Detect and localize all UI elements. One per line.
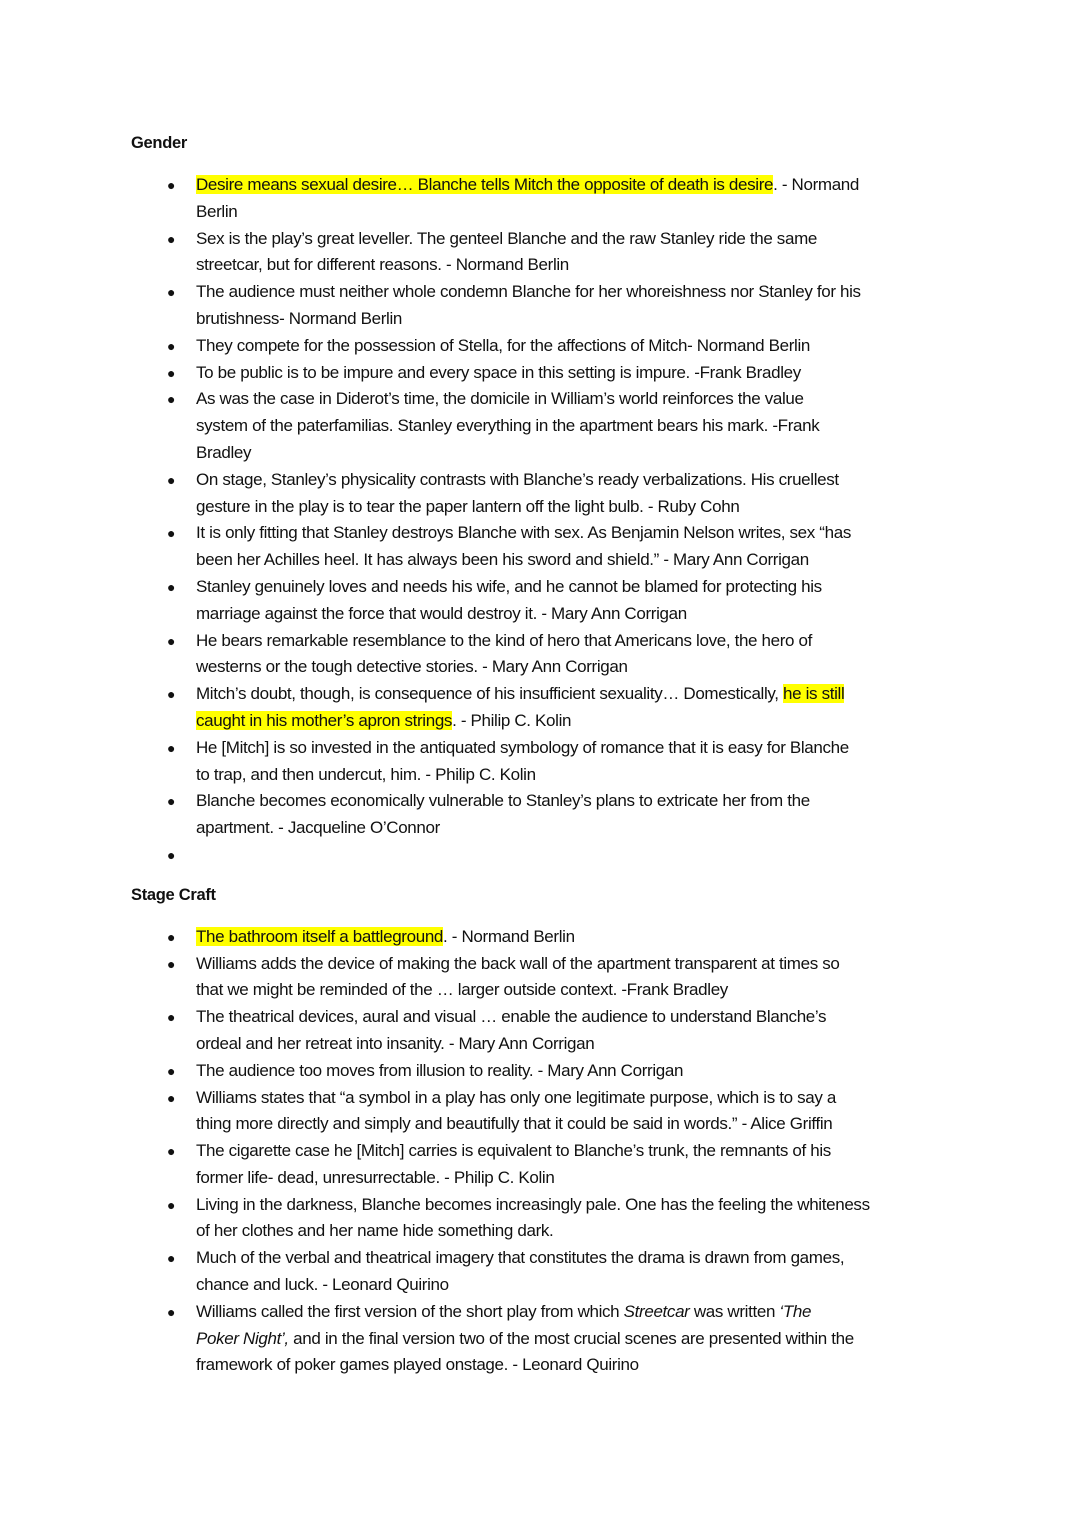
text-segment: that we might be reminded of the … larger outside context. -Frank Bradley xyxy=(196,980,728,1000)
text-line xyxy=(196,360,1080,387)
text-segment: On stage, Stanley’s physicality contrasts with Blanche’s ready verbalizations. His cruellest xyxy=(196,469,839,489)
text-segment: thing more directly and simply and beautifully that it could be said in words.” - Alice Griffin xyxy=(196,1114,833,1134)
text-line xyxy=(196,306,1080,333)
text-segment: former life- dead, unresurrectable. - Philip C. Kolin xyxy=(196,1167,555,1187)
text-segment: Sex is the play’s great leveller. The genteel Blanche and the raw Stanley ride the same xyxy=(196,228,817,248)
text-line xyxy=(196,788,1080,815)
text-segment: . - Philip C. Kolin xyxy=(452,710,572,730)
text-segment: to trap, and then undercut, him. - Philip C. Kolin xyxy=(196,764,536,784)
highlighted-text: The bathroom itself a battleground xyxy=(196,926,444,946)
section-heading: Stage Craft xyxy=(131,885,216,904)
text-line xyxy=(196,1058,1080,1085)
list-item xyxy=(0,924,1080,951)
text-line xyxy=(196,440,1080,467)
text-line xyxy=(196,1272,1080,1299)
bullet-icon: ● xyxy=(167,1143,176,1160)
bullet-icon: ● xyxy=(167,1303,176,1320)
text-line xyxy=(196,413,1080,440)
text-line xyxy=(196,924,1080,951)
text-line xyxy=(196,252,1080,279)
text-segment: and in the final version two of the most crucial scenes are presented within the xyxy=(288,1328,854,1348)
text-line xyxy=(196,279,1080,306)
text-segment: brutishness- Normand Berlin xyxy=(196,308,402,328)
list-item xyxy=(0,172,1080,226)
text-line xyxy=(196,1245,1080,1272)
text-segment: They compete for the possession of Stella, for the affections of Mitch- Normand Berlin xyxy=(196,335,811,355)
text-line xyxy=(196,1085,1080,1112)
bullet-icon: ● xyxy=(167,846,176,863)
text-line xyxy=(196,333,1080,360)
bullet-icon: ● xyxy=(167,284,176,301)
bullet-icon: ● xyxy=(167,955,176,972)
list-item xyxy=(0,1138,1080,1192)
bullet-icon: ● xyxy=(167,364,176,381)
text-segment: Poker Night’, xyxy=(196,1328,289,1348)
text-segment: framework of poker games played onstage. - Leonard Quirino xyxy=(196,1355,639,1375)
text-line xyxy=(196,654,1080,681)
bullet-icon: ● xyxy=(167,1062,176,1079)
bullet-icon: ● xyxy=(167,632,176,649)
bullet-icon: ● xyxy=(167,739,176,756)
bullet-icon: ● xyxy=(167,686,176,703)
text-segment: Streetcar xyxy=(623,1301,690,1321)
list-item xyxy=(0,279,1080,333)
text-line xyxy=(196,708,1080,735)
text-line xyxy=(196,1352,1080,1379)
text-line xyxy=(196,386,1080,413)
list-item xyxy=(0,951,1080,1005)
list-item xyxy=(0,1245,1080,1299)
text-line xyxy=(196,547,1080,574)
text-segment: Living in the darkness, Blanche becomes increasingly pale. One has the feeling the whiteness xyxy=(196,1194,870,1214)
text-line xyxy=(196,520,1080,547)
text-segment: gesture in the play is to tear the paper lantern off the light bulb. - Ruby Cohn xyxy=(196,496,740,516)
text-segment: westerns or the tough detective stories. - Mary Ann Corrigan xyxy=(196,657,628,677)
list-item xyxy=(0,1192,1080,1246)
list-item xyxy=(0,386,1080,466)
bullet-icon: ● xyxy=(167,928,176,945)
text-segment: Mitch’s doubt, though, is consequence of his insufficient sexuality… Domestically, xyxy=(196,684,784,704)
highlighted-text: he is still xyxy=(783,684,845,704)
list-item xyxy=(0,467,1080,521)
text-segment: chance and luck. - Leonard Quirino xyxy=(196,1275,449,1295)
section-heading: Gender xyxy=(131,134,187,152)
section-gender xyxy=(0,130,1080,869)
text-line xyxy=(196,628,1080,655)
list-item xyxy=(0,520,1080,574)
text-segment: It is only fitting that Stanley destroys Blanche with sex. As Benjamin Nelson writes, sex “has xyxy=(196,523,851,543)
text-line xyxy=(196,1004,1080,1031)
text-segment: streetcar, but for different reasons. - Normand Berlin xyxy=(196,255,569,275)
text-line xyxy=(196,815,1080,842)
text-line xyxy=(196,1299,1080,1326)
bullet-icon: ● xyxy=(167,1250,176,1267)
list-item xyxy=(0,628,1080,682)
text-segment: was written xyxy=(689,1301,780,1321)
text-line xyxy=(196,226,1080,253)
text-line xyxy=(196,574,1080,601)
bullet-icon: ● xyxy=(167,1009,176,1026)
list-item xyxy=(0,788,1080,842)
text-segment: The cigarette case he [Mitch] carries is equivalent to Blanche’s trunk, the remnants of his xyxy=(196,1141,831,1161)
text-segment: The theatrical devices, aural and visual … enable the audience to understand Blanche’s xyxy=(196,1007,827,1027)
list-item xyxy=(0,226,1080,280)
highlighted-text: Desire means sexual desire… Blanche tells Mitch the opposite of death is desire xyxy=(196,175,774,194)
text-line xyxy=(196,1138,1080,1165)
text-segment: Williams called the first version of the short play from which xyxy=(196,1301,624,1321)
bullet-icon: ● xyxy=(167,230,176,247)
section-stage-craft xyxy=(0,869,1080,1380)
text-segment: As was the case in Diderot’s time, the domicile in William’s world reinforces the value xyxy=(196,389,804,409)
list-item xyxy=(0,574,1080,628)
bullet-icon: ● xyxy=(167,793,176,810)
text-line xyxy=(196,1326,1080,1353)
text-line xyxy=(196,1111,1080,1138)
text-segment: apartment. - Jacqueline O’Connor xyxy=(196,818,440,838)
list-item xyxy=(0,1058,1080,1085)
text-segment: To be public is to be impure and every space in this setting is impure. -Frank Bradley xyxy=(196,362,801,382)
bullet-icon: ● xyxy=(167,525,176,542)
list-item xyxy=(0,735,1080,789)
text-line xyxy=(196,951,1080,978)
text-segment: been her Achilles heel. It has always been his sword and shield.” - Mary Ann Corrigan xyxy=(196,550,809,570)
list-item xyxy=(0,1085,1080,1139)
text-segment: Berlin xyxy=(196,201,238,221)
text-segment: system of the paterfamilias. Stanley everything in the apartment bears his mark. -Frank xyxy=(196,416,820,436)
text-line xyxy=(196,1192,1080,1219)
bullet-icon: ● xyxy=(167,1089,176,1106)
text-segment: of her clothes and her name hide something dark. xyxy=(196,1221,554,1241)
text-line xyxy=(196,467,1080,494)
text-segment: The audience too moves from illusion to reality. - Mary Ann Corrigan xyxy=(196,1060,684,1080)
bullet-list xyxy=(0,172,1080,869)
text-segment: . - Normand Berlin xyxy=(443,926,575,946)
bullet-icon: ● xyxy=(167,391,176,408)
text-line xyxy=(196,842,1080,869)
bullet-icon: ● xyxy=(167,337,176,354)
text-segment: ‘The xyxy=(779,1301,812,1321)
bullet-list xyxy=(0,924,1080,1380)
bullet-icon: ● xyxy=(167,578,176,595)
text-segment: Much of the verbal and theatrical imagery that constitutes the drama is drawn from games, xyxy=(196,1248,845,1268)
text-segment: Blanche becomes economically vulnerable to Stanley’s plans to extricate her from the xyxy=(196,791,810,811)
text-line xyxy=(196,172,1080,199)
text-segment: The audience must neither whole condemn Blanche for her whoreishness nor Stanley for his xyxy=(196,282,861,302)
bullet-icon: ● xyxy=(167,471,176,488)
list-item xyxy=(0,1004,1080,1058)
list-item xyxy=(0,333,1080,360)
text-line xyxy=(196,762,1080,789)
text-segment: ordeal and her retreat into insanity. - Mary Ann Corrigan xyxy=(196,1033,595,1053)
highlighted-text: caught in his mother’s apron strings xyxy=(196,710,453,730)
bullet-icon: ● xyxy=(167,1196,176,1213)
text-segment: Bradley xyxy=(196,442,252,462)
text-line xyxy=(196,199,1080,226)
text-segment: Williams states that “a symbol in a play has only one legitimate purpose, which is to say a xyxy=(196,1087,836,1107)
list-item xyxy=(0,681,1080,735)
text-segment: marriage against the force that would destroy it. - Mary Ann Corrigan xyxy=(196,603,687,623)
text-line xyxy=(196,977,1080,1004)
text-segment: . - Normand xyxy=(773,175,860,194)
text-segment: Williams adds the device of making the back wall of the apartment transparent at times so xyxy=(196,953,840,973)
text-line xyxy=(196,735,1080,762)
text-segment: Stanley genuinely loves and needs his wife, and he cannot be blamed for protecting his xyxy=(196,576,822,596)
list-item xyxy=(0,360,1080,387)
text-line xyxy=(196,1165,1080,1192)
list-item xyxy=(0,1299,1080,1379)
list-item xyxy=(0,842,1080,869)
text-line xyxy=(196,601,1080,628)
text-line xyxy=(196,494,1080,521)
text-line xyxy=(196,1218,1080,1245)
text-line xyxy=(196,681,1080,708)
text-line xyxy=(196,1031,1080,1058)
bullet-icon: ● xyxy=(167,177,176,193)
text-segment: He [Mitch] is so invested in the antiquated symbology of romance that it is easy for Blanche xyxy=(196,737,849,757)
text-segment: He bears remarkable resemblance to the kind of hero that Americans love, the hero of xyxy=(196,630,813,650)
